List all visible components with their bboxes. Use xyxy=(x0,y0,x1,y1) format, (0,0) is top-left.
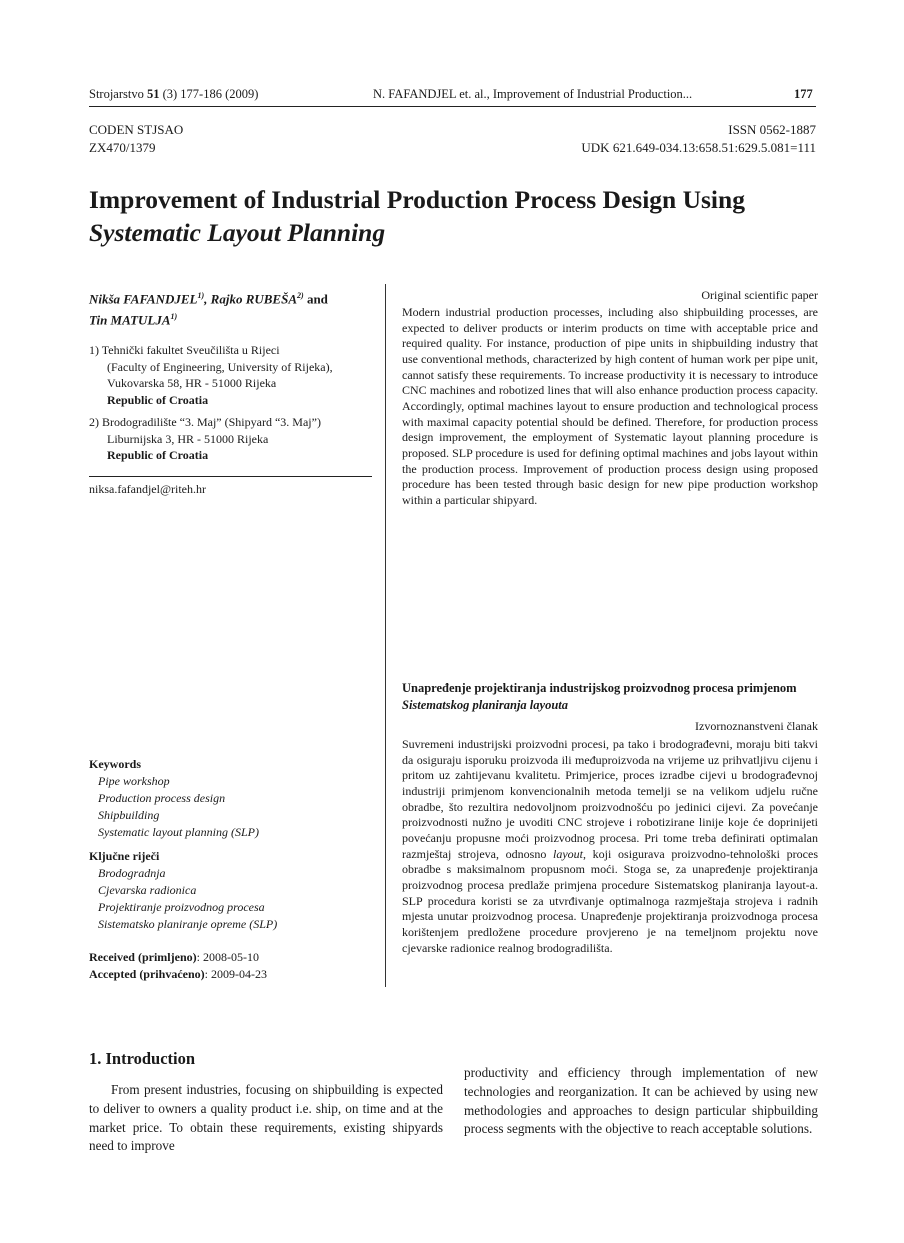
intro-right-column: productivity and efficiency through implementation of new technologies and reorganization. It can be achieved by using new methodologies and approaches to design particular shipbuilding process segments with the objective to reach acceptable solutions. xyxy=(464,1065,818,1137)
issn: ISSN 0562-1887 xyxy=(728,122,816,137)
paper-type-hr: Izvornoznanstveni članak xyxy=(695,719,818,733)
running-title: N. FAFANDJEL et. al., Improvement of Industrial Production... xyxy=(373,87,693,101)
keyword-item: Cjevarska radionica xyxy=(98,883,197,897)
page-number: 177 xyxy=(794,87,813,101)
title-line-1: Improvement of Industrial Production Process Design Using xyxy=(89,185,745,214)
zx-code: ZX470/1379 xyxy=(89,140,156,155)
title-line-2: Systematic Layout Planning xyxy=(89,218,386,247)
keyword-item: Systematic layout planning (SLP) xyxy=(98,825,259,839)
column-divider xyxy=(385,284,386,987)
affiliation-1: 1) Tehnički fakultet Sveučilišta u Rijeci (Faculty of Engineering, University of Rijeka), Vukovarska 58, HR - 51000 Rijeka Republic of Croatia xyxy=(89,343,333,408)
email-link[interactable]: niksa.fafandjel@riteh.hr xyxy=(89,482,207,496)
abstract-hr: Suvremeni industrijski proizvodni procesi, pa tako i brodograđevni, moraju biti takvi da osiguraju isporuku proizvoda ili međuproizvoda na vrijeme uz prihvatljivu cijenu i pritom uz zahtijevanu kvalitetu. Primjerice, proces izradbe cijevi u brodograđevnoj industriji primjenom konvencionalnih metoda temelji se na velikom udjelu ručne obradbe, što rezultira nedovoljnom proizvodnošću po jedinici cijevi. Za povećanje proizvodnosti nužno je uvoditi CNC strojeve i robotizirane linije koje će doprinijeti povećanju propusne moći proizvodnog procesa. Pri tome treba definirati optimalan razmještaj strojeva, odnosno layout, koji osigurava proizvodno-tehnološki proces obradbe s maksimalnom propusnom moći. Stoga se, za unapređenje projektiranja proizvodnog procesa predlaže primjena procedure Sistematskog planiranja layout-a. SLP procedura koristi se za utvrđivanje optimalnoga razmještaja strojeva i radnih mjesta unutar proizvodnog procesa. Unapređenje projektiranja proizvodnoga procesa korištenjem predložene procedure provjereno je na temeljnom projektu nove cjevarske radionice realnog brodogradilišta. xyxy=(402,737,818,955)
keyword-item: Pipe workshop xyxy=(98,774,170,788)
section-heading: 1. Introduction xyxy=(89,1049,196,1068)
keyword-item: Shipbuilding xyxy=(98,808,160,822)
abstract-en: Modern industrial production processes, including also shipbuilding processes, are expected to deliver products or interim products on time with acceptable price and required quality. For instance, production of pipe units in shipbuilding industry that use conventional methods, characterized by high content of human work per pipe unit, cannot satisfy these requirements. To increase productivity it is necessary to introduce CNC machines and robotized lines that will also enhance production process capacity. Accordingly, optimal machines layout to ensure production and technological process with maximal capacity potential should be defined. Therefore, for production process design improvement, the employment of Systematic layout planning procedure is proposed. SLP procedure is used for defining optimal machines and jobs layout within the production process. Improvement of production process design using proposed procedure has been tested through basic design for new pipe production workshop within a particular shipyard. xyxy=(402,305,818,507)
issn-block xyxy=(581,121,816,157)
header-rule xyxy=(89,106,816,107)
journal-citation: Strojarstvo 51 (3) 177-186 (2009) xyxy=(89,87,259,101)
keyword-item: Sistematsko planiranje opreme (SLP) xyxy=(98,917,278,931)
paper-title xyxy=(89,183,829,249)
keyword-item: Projektiranje proizvodnog procesa xyxy=(98,900,265,914)
keywords-hr: Ključne riječi Brodogradnja Cjevarska radionica Projektiranje proizvodnog procesa Sistematsko planiranje opreme (SLP) xyxy=(89,849,278,931)
udk: UDK 621.649-034.13:658.51:629.5.081=111 xyxy=(581,140,816,155)
intro-left-column: From present industries, focusing on shipbuilding is expected to deliver to owners a quality product i.e. ship, on time and at the market price. To obtain these requirements, existing shipyards need to improve xyxy=(89,1082,443,1154)
coden: CODEN STJSAO xyxy=(89,122,184,137)
affiliation-separator xyxy=(89,476,372,477)
abstract-hr-title: Unapređenje projektiranja industrijskog proizvodnog procesa primjenom Sistematskog planiranja layouta xyxy=(402,681,797,712)
keywords-en: Keywords Pipe workshop Production process design Shipbuilding Systematic layout planning (SLP) xyxy=(89,757,259,839)
accepted-date: Accepted (prihvaćeno): 2009-04-23 xyxy=(89,966,267,981)
paper-type: Original scientific paper xyxy=(701,288,818,302)
keyword-item: Production process design xyxy=(98,791,226,805)
affiliation-2: 2) Brodogradilište “3. Maj” (Shipyard “3. Maj”) Liburnijska 3, HR - 51000 Rijeka Republic of Croatia xyxy=(89,415,321,463)
coden-block xyxy=(89,121,183,157)
authors: Nikša FAFANDJEL$^{1)}$, Rajko RUBEŠA$^{2)}$ and Tin MATULJA$^{1)}$ xyxy=(89,291,328,328)
received-date: Received (primljeno): 2008-05-10 xyxy=(89,950,259,964)
dates xyxy=(89,949,267,982)
keyword-item: Brodogradnja xyxy=(98,866,166,880)
